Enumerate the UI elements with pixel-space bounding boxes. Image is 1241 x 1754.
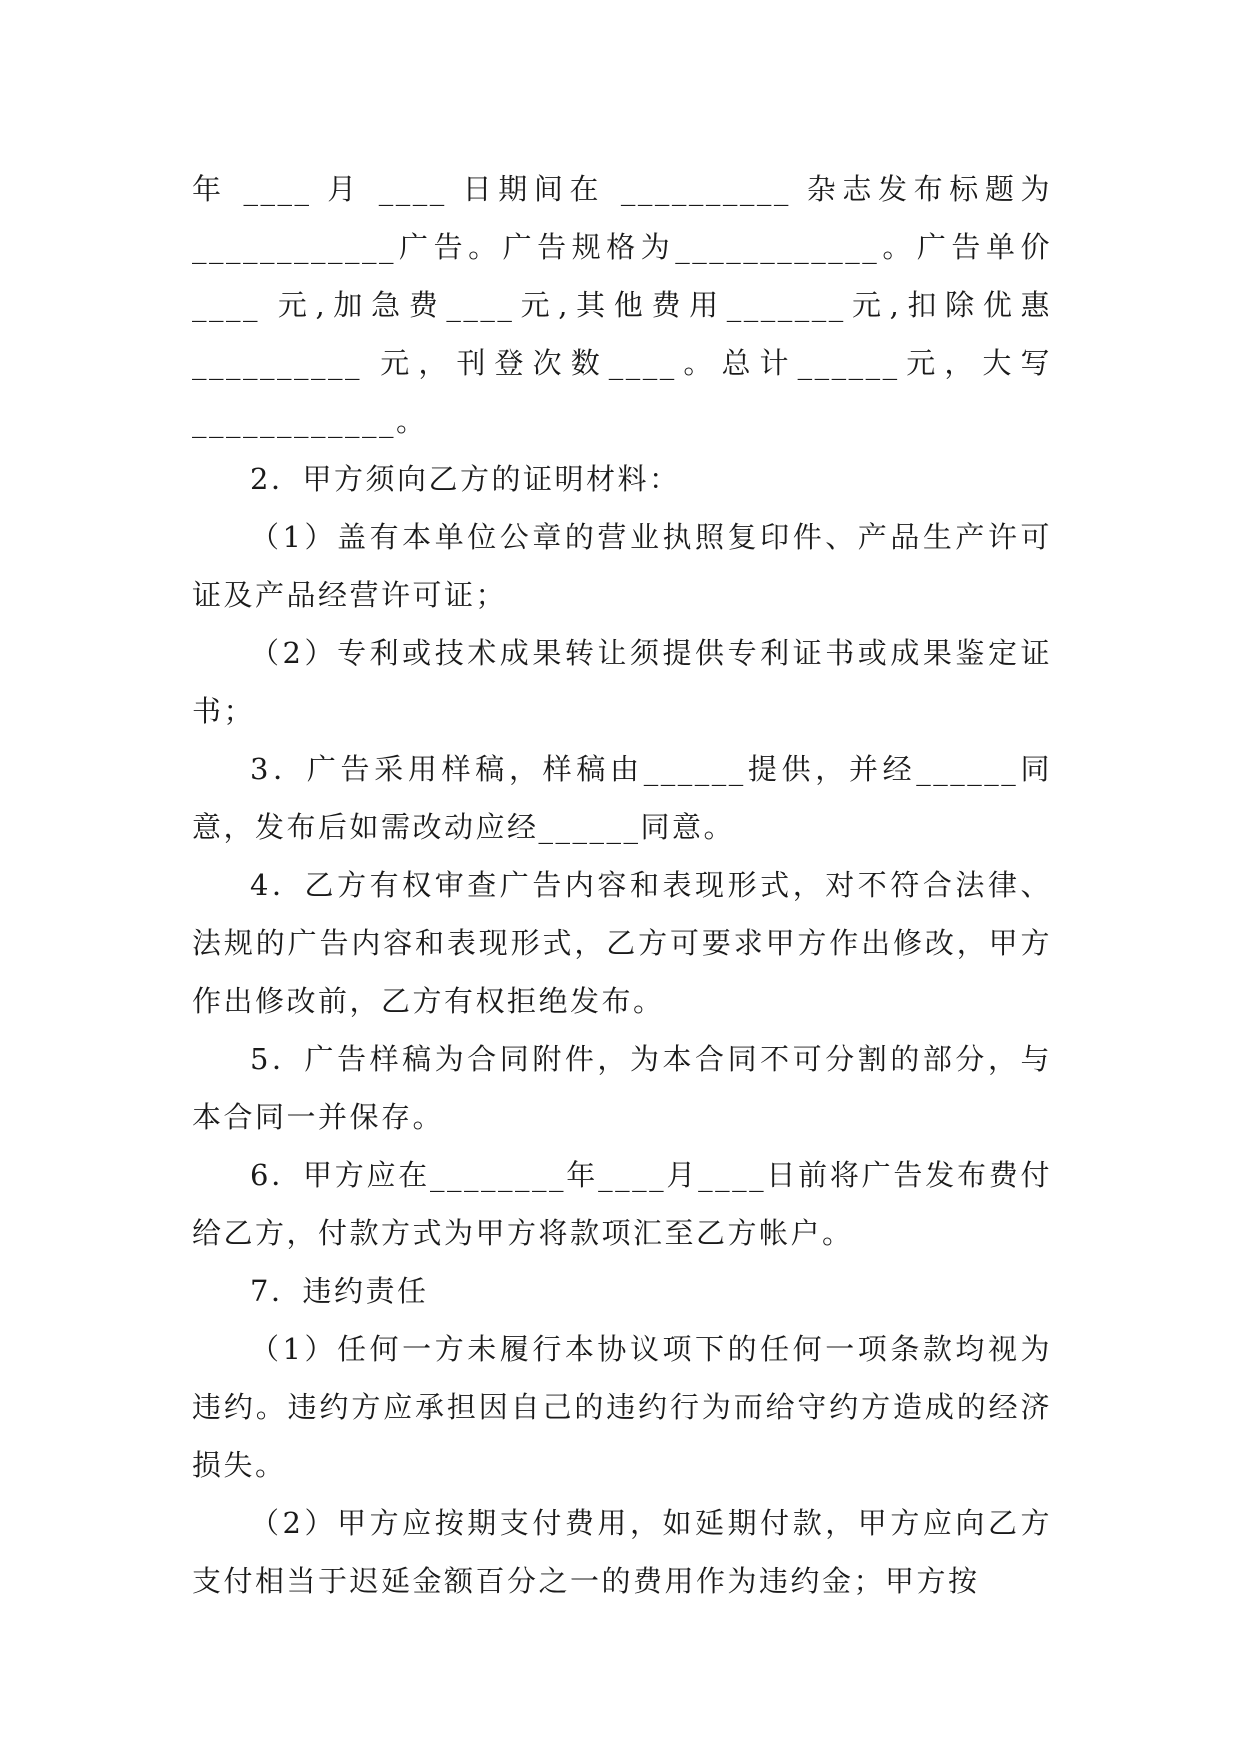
paragraph-clause-2: 2．甲方须向乙方的证明材料： [250, 462, 681, 496]
paragraph-clause-2-1: （1）盖有本单位公章的营业执照复印件、产品生产许可证及产品经营许可证； [192, 520, 1052, 612]
paragraph-clause-7-1: （1）任何一方未履行本协议项下的任何一项条款均视为违约。违约方应承担因自己的违约行为而给守约方造成的经济损失。 [192, 1332, 1052, 1482]
paragraph-clause-4: 4．乙方有权审查广告内容和表现形式，对不符合法律、法规的广告内容和表现形式，乙方可要求甲方作出修改，甲方作出修改前，乙方有权拒绝发布。 [192, 868, 1052, 1018]
paragraph-ad-details: 年 ____ 月 ____ 日期间在 __________ 杂志发布标题为 ____________广告。广告规格为____________。广告单价____ 元,加急费____元,其他费用_______元,扣除优惠__________ 元，刊登次数____。总计______元，大写____________。 [192, 172, 1052, 438]
paragraph-clause-7-2: （2）甲方应按期支付费用，如延期付款，甲方应向乙方支付相当于迟延金额百分之一的费用作为违约金；甲方按 [192, 1506, 1052, 1598]
paragraph-clause-7: 7．违约责任 [250, 1274, 429, 1308]
paragraph-clause-6: 6．甲方应在________年____月____日前将广告发布费付给乙方，付款方式为甲方将款项汇至乙方帐户。 [192, 1158, 1052, 1250]
paragraph-clause-2-2: （2）专利或技术成果转让须提供专利证书或成果鉴定证书； [192, 636, 1052, 728]
paragraph-clause-5: 5．广告样稿为合同附件，为本合同不可分割的部分，与本合同一并保存。 [192, 1042, 1052, 1134]
paragraph-clause-3: 3．广告采用样稿，样稿由______提供，并经______同意，发布后如需改动应经______同意。 [192, 752, 1052, 844]
document-body [192, 160, 1052, 1610]
